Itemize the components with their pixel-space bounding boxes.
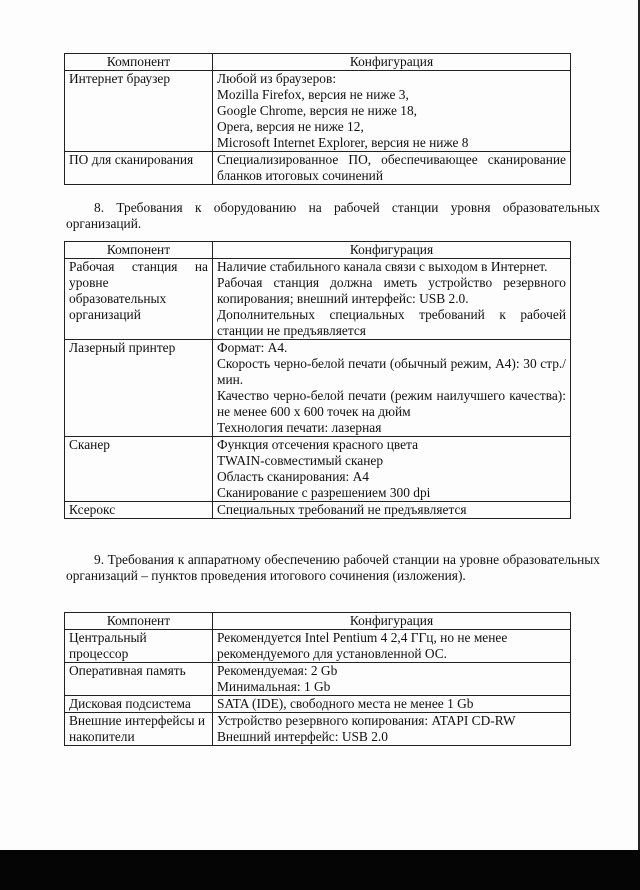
column-header-configuration: Конфигурация	[213, 54, 571, 71]
config-line: Устройство резервного копирования: ATAPI CD-RW	[217, 713, 516, 728]
scan-bottom-border	[0, 850, 640, 890]
config-line: Скорость черно-белой печати (обычный режим, А4): 30 стр./мин.	[217, 356, 566, 387]
config-line: Специализированное ПО, обеспечивающее сканирование бланков итоговых сочинений	[217, 152, 566, 183]
hardware-requirements-table	[64, 241, 571, 519]
configuration-cell	[213, 152, 571, 185]
config-line: Рекомендуемая: 2 Gb	[217, 663, 338, 678]
table-row	[65, 663, 571, 696]
component-cell: Лазерный принтер	[65, 340, 213, 437]
config-line: Google Chrome, версия не ниже 18,	[217, 103, 417, 118]
table-row	[65, 713, 571, 746]
config-line: Качество черно-белой печати (режим наилучшего качества): не менее 600 х 600 точек на дюйм	[217, 388, 566, 419]
table-header-row	[65, 54, 571, 71]
component-cell: ПО для сканирования	[65, 152, 213, 185]
config-line: Рабочая станция должна иметь устройство резервного копирования; внешний интерфейс: USB 2.0.	[217, 275, 566, 306]
config-line: Область сканирования: А4	[217, 469, 369, 484]
column-header-configuration: Конфигурация	[213, 613, 571, 630]
config-line: Специальных требований не предъявляется	[217, 502, 467, 517]
config-line: Дополнительных специальных требований к рабочей станции не предъявляется	[217, 307, 566, 338]
config-line: Минимальная: 1 Gb	[217, 679, 331, 694]
config-line: Любой из браузеров:	[217, 71, 337, 86]
column-header-component: Компонент	[65, 54, 213, 71]
section-9-text: 9. Требования к аппаратному обеспечению рабочей станции на уровне образовательных организаций – пунктов проведения итогового сочинения (изложения).	[66, 552, 600, 583]
config-line: Наличие стабильного канала связи с выходом в Интернет.	[217, 259, 548, 274]
table-row	[65, 630, 571, 663]
config-line: Рекомендуется Intel Pentium 4 2,4 ГГц, но не менее рекомендуемого для установленной ОС.	[217, 630, 508, 661]
configuration-cell	[213, 663, 571, 696]
software-requirements-table	[64, 53, 571, 185]
configuration-cell	[213, 713, 571, 746]
section-8-paragraph	[66, 200, 600, 232]
config-line: Внешний интерфейс: USB 2.0	[217, 729, 388, 744]
configuration-cell	[213, 630, 571, 663]
workstation-hardware-table	[64, 612, 571, 746]
configuration-cell	[213, 696, 571, 713]
table-header-row	[65, 242, 571, 259]
config-line: Функция отсечения красного цвета	[217, 437, 419, 452]
section-9-paragraph	[66, 552, 600, 584]
config-line: SATA (IDE), свободного места не менее 1 Gb	[217, 696, 474, 711]
config-line: Сканирование с разрешением 300 dpi	[217, 485, 431, 500]
config-line: Mozilla Firefox, версия не ниже 3,	[217, 87, 409, 102]
table-row	[65, 152, 571, 185]
component-cell: Дисковая подсистема	[65, 696, 213, 713]
config-line: Opera, версия не ниже 12,	[217, 119, 364, 134]
component-cell: Внешние интерфейсы и накопители	[65, 713, 213, 746]
table-row	[65, 259, 571, 340]
component-cell: Оперативная память	[65, 663, 213, 696]
column-header-configuration: Конфигурация	[213, 242, 571, 259]
config-line: TWAIN-совместимый сканер	[217, 453, 384, 468]
column-header-component: Компонент	[65, 613, 213, 630]
column-header-component: Компонент	[65, 242, 213, 259]
table-row	[65, 71, 571, 152]
config-line: Формат: А4.	[217, 340, 288, 355]
table-row	[65, 437, 571, 502]
table-row	[65, 340, 571, 437]
component-cell: Центральный процессор	[65, 630, 213, 663]
component-cell: Сканер	[65, 437, 213, 502]
component-cell: Ксерокс	[65, 502, 213, 519]
config-line: Microsoft Internet Explorer, версия не ниже 8	[217, 135, 469, 150]
configuration-cell	[213, 340, 571, 437]
config-line: Технология печати: лазерная	[217, 420, 382, 435]
component-cell: Рабочая станция на уровне образовательных организаций	[65, 259, 213, 340]
component-cell: Интернет браузер	[65, 71, 213, 152]
configuration-cell	[213, 259, 571, 340]
configuration-cell	[213, 437, 571, 502]
configuration-cell	[213, 71, 571, 152]
configuration-cell	[213, 502, 571, 519]
table-header-row	[65, 613, 571, 630]
section-8-text: 8. Требования к оборудованию на рабочей станции уровня образовательных организаций.	[66, 200, 600, 231]
table-row	[65, 502, 571, 519]
table-row	[65, 696, 571, 713]
